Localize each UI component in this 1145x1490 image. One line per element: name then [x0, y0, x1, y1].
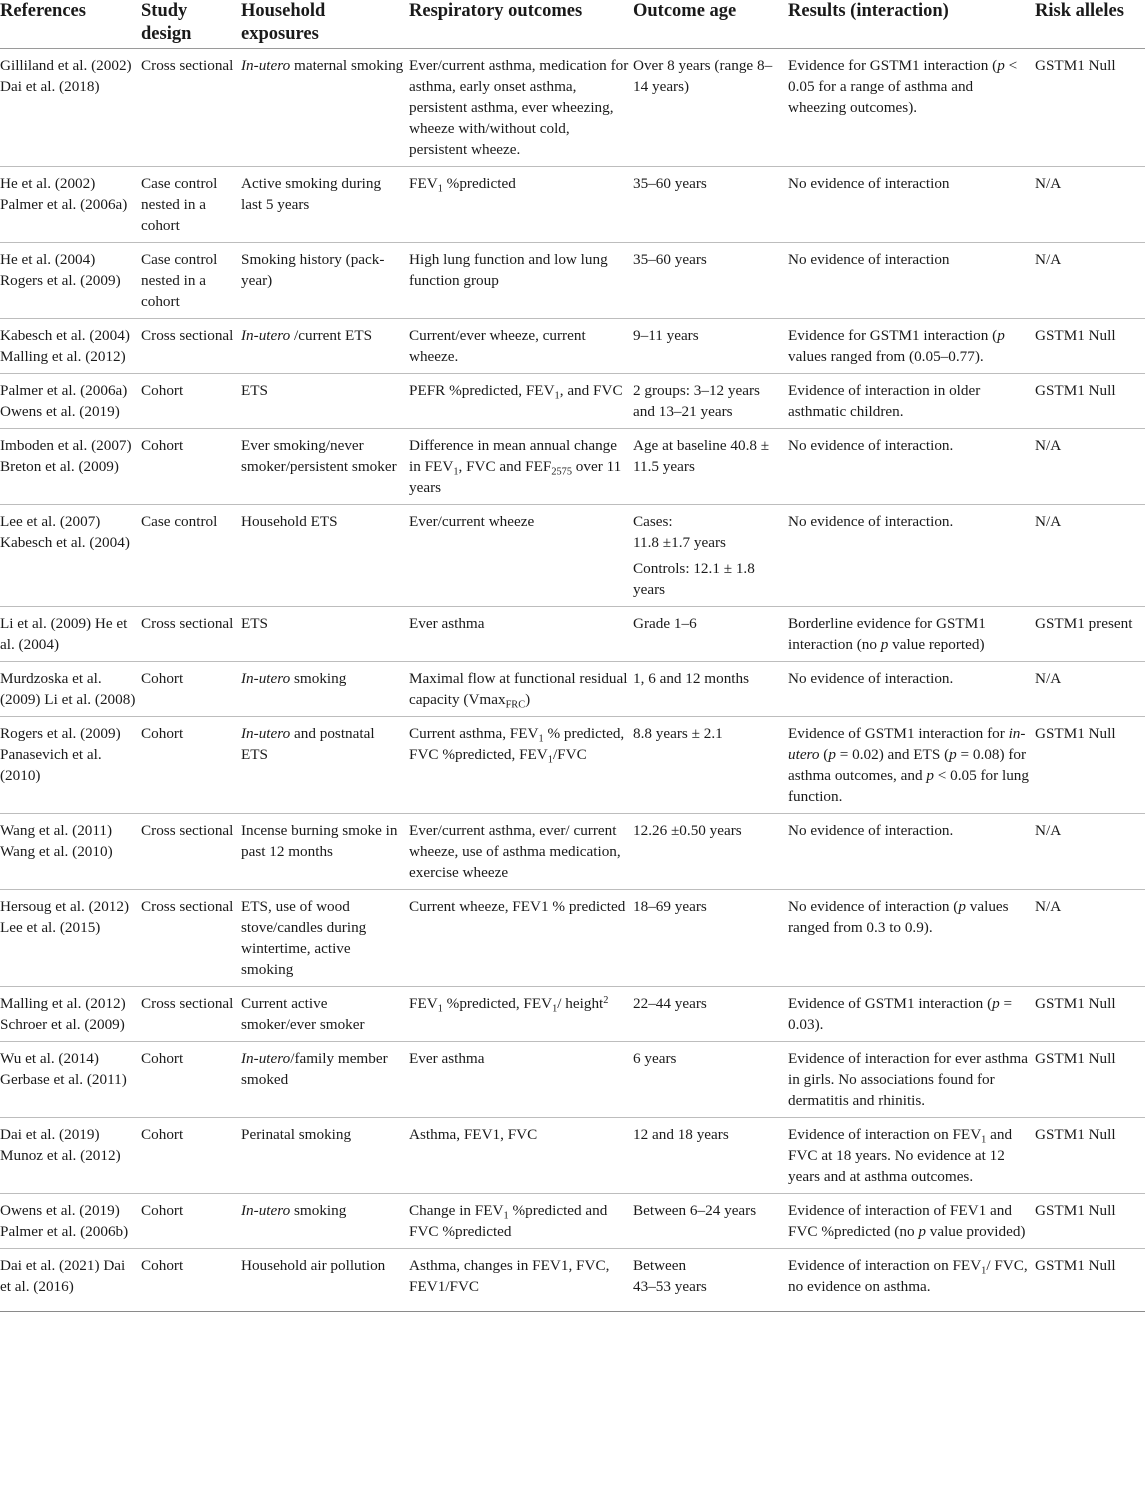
cell-study-design: Case control nested in a cohort — [138, 167, 238, 243]
cell-references: Dai et al. (2021) Dai et al. (2016) — [0, 1249, 138, 1312]
cell-outcome-age: 9–11 years — [630, 319, 785, 374]
cell-references: Dai et al. (2019) Munoz et al. (2012) — [0, 1118, 138, 1194]
cell-risk-alleles: N/A — [1032, 429, 1145, 505]
header-household-exposures: Household exposures — [238, 0, 404, 49]
table-row — [0, 319, 1145, 374]
cell-results: Evidence for GSTM1 interaction (p values ranged from (0.05–0.77). — [785, 319, 1032, 374]
cell-household-exposures: In-utero and postnatal ETS — [238, 717, 404, 814]
cell-references: Imboden et al. (2007) Breton et al. (2009) — [0, 429, 138, 505]
table-row — [0, 1194, 1145, 1249]
cell-study-design: Cohort — [138, 717, 238, 814]
table-row — [0, 814, 1145, 890]
cell-risk-alleles: GSTM1 Null — [1032, 374, 1145, 429]
table-row — [0, 1042, 1145, 1118]
cell-risk-alleles: N/A — [1032, 814, 1145, 890]
cell-references: Wu et al. (2014) Gerbase et al. (2011) — [0, 1042, 138, 1118]
table-header-row — [0, 0, 1145, 49]
cell-outcome-age: 12 and 18 years — [630, 1118, 785, 1194]
cell-outcome-age: 22–44 years — [630, 987, 785, 1042]
cell-results: Evidence of interaction of FEV1 and FVC %predicted (no p value provided) — [785, 1194, 1032, 1249]
cell-household-exposures: In-utero smoking — [238, 1194, 404, 1249]
cell-household-exposures: Incense burning smoke in past 12 months — [238, 814, 404, 890]
cell-study-design: Cohort — [138, 1194, 238, 1249]
cell-household-exposures: Current active smoker/ever smoker — [238, 987, 404, 1042]
cell-respiratory-outcomes: Ever asthma — [404, 1042, 630, 1118]
cell-household-exposures: ETS, use of wood stove/candles during wintertime, active smoking — [238, 890, 404, 987]
cell-study-design: Case control nested in a cohort — [138, 243, 238, 319]
cell-references: Li et al. (2009) He et al. (2004) — [0, 607, 138, 662]
cell-references: Gilliland et al. (2002) Dai et al. (2018) — [0, 49, 138, 167]
cell-risk-alleles: GSTM1 Null — [1032, 1042, 1145, 1118]
cell-risk-alleles: N/A — [1032, 167, 1145, 243]
cell-outcome-age: Grade 1–6 — [630, 607, 785, 662]
cell-outcome-age: 18–69 years — [630, 890, 785, 987]
cell-results: No evidence of interaction. — [785, 662, 1032, 717]
table-row — [0, 429, 1145, 505]
table-row — [0, 167, 1145, 243]
cell-respiratory-outcomes: Ever asthma — [404, 607, 630, 662]
cell-results: No evidence of interaction — [785, 243, 1032, 319]
cell-respiratory-outcomes: Current/ever wheeze, current wheeze. — [404, 319, 630, 374]
cell-study-design: Cross sectional — [138, 890, 238, 987]
cell-results: Evidence of interaction on $FEV_1$ and FVC at 18 years. No evidence at 12 years and at asthma outcomes. — [785, 1118, 1032, 1194]
cell-study-design: Cohort — [138, 1118, 238, 1194]
cell-risk-alleles: GSTM1 Null — [1032, 987, 1145, 1042]
table-row — [0, 717, 1145, 814]
cell-outcome-age: 35–60 years — [630, 243, 785, 319]
cell-risk-alleles: N/A — [1032, 662, 1145, 717]
cell-respiratory-outcomes: Ever/current asthma, medication for asthma, early onset asthma, persistent asthma, ever wheezing, wheeze with/without cold, persistent wheeze. — [404, 49, 630, 167]
header-results: Results (interaction) — [785, 0, 1032, 49]
table-row — [0, 505, 1145, 607]
cell-outcome-age: 35–60 years — [630, 167, 785, 243]
header-outcome-age: Outcome age — [630, 0, 785, 49]
table-row — [0, 1249, 1145, 1312]
cell-outcome-age: 12.26 ±0.50 years — [630, 814, 785, 890]
cell-household-exposures: In-utero smoking — [238, 662, 404, 717]
cell-outcome-age: 6 years — [630, 1042, 785, 1118]
cell-study-design: Cohort — [138, 1249, 238, 1312]
cell-results: Borderline evidence for GSTM1 interaction (no p value reported) — [785, 607, 1032, 662]
cell-household-exposures: In-utero/family member smoked — [238, 1042, 404, 1118]
cell-risk-alleles: GSTM1 present — [1032, 607, 1145, 662]
cell-results: Evidence for GSTM1 interaction (p < 0.05 for a range of asthma and wheezing outcomes). — [785, 49, 1032, 167]
cell-respiratory-outcomes: PEFR %predicted, $FEV_1$, and FVC — [404, 374, 630, 429]
cell-study-design: Cohort — [138, 1042, 238, 1118]
cell-results: No evidence of interaction. — [785, 814, 1032, 890]
cell-respiratory-outcomes: High lung function and low lung function group — [404, 243, 630, 319]
cell-respiratory-outcomes: $FEV_1$ %predicted, $FEV_1/$ height$^2$ — [404, 987, 630, 1042]
header-risk-alleles: Risk alleles — [1032, 0, 1145, 49]
cell-outcome-age: Between 6–24 years — [630, 1194, 785, 1249]
cell-study-design: Cross sectional — [138, 987, 238, 1042]
table-row — [0, 49, 1145, 167]
cell-risk-alleles: N/A — [1032, 243, 1145, 319]
cell-risk-alleles: GSTM1 Null — [1032, 1194, 1145, 1249]
cell-risk-alleles: N/A — [1032, 890, 1145, 987]
cell-risk-alleles: GSTM1 Null — [1032, 1249, 1145, 1312]
cell-respiratory-outcomes: Change in $FEV_1$ %predicted and FVC %predicted — [404, 1194, 630, 1249]
cell-outcome-age: 2 groups: 3–12 years and 13–21 years — [630, 374, 785, 429]
cell-household-exposures: Perinatal smoking — [238, 1118, 404, 1194]
cell-results: Evidence of interaction in older asthmatic children. — [785, 374, 1032, 429]
cell-results: Evidence of interaction on $FEV_1/$ FVC, no evidence on asthma. — [785, 1249, 1032, 1312]
cell-respiratory-outcomes: Difference in mean annual change in $FEV_1$, FVC and $FEF_{2575}$ over 11 years — [404, 429, 630, 505]
cell-household-exposures: In-utero maternal smoking — [238, 49, 404, 167]
cell-outcome-age: Age at baseline 40.8 ± 11.5 years — [630, 429, 785, 505]
cell-references: He et al. (2004) Rogers et al. (2009) — [0, 243, 138, 319]
cell-outcome-age: Between 43–53 years — [630, 1249, 785, 1312]
cell-results: No evidence of interaction. — [785, 429, 1032, 505]
cell-household-exposures: ETS — [238, 374, 404, 429]
cell-results: Evidence of GSTM1 interaction (p = 0.03). — [785, 987, 1032, 1042]
cell-references: Murdzoska et al. (2009) Li et al. (2008) — [0, 662, 138, 717]
table-row — [0, 607, 1145, 662]
header-respiratory-outcomes: Respiratory outcomes — [404, 0, 630, 49]
cell-respiratory-outcomes: Ever/current wheeze — [404, 505, 630, 607]
cell-study-design: Cross sectional — [138, 49, 238, 167]
cell-study-design: Cohort — [138, 374, 238, 429]
cell-references: Lee et al. (2007) Kabesch et al. (2004) — [0, 505, 138, 607]
table-row — [0, 374, 1145, 429]
header-references: References — [0, 0, 138, 49]
cell-household-exposures: Active smoking during last 5 years — [238, 167, 404, 243]
cell-outcome-age: 8.8 years ± 2.1 — [630, 717, 785, 814]
cell-household-exposures: In-utero /current ETS — [238, 319, 404, 374]
table-row — [0, 1118, 1145, 1194]
cell-respiratory-outcomes: Current asthma, $FEV_1$ % predicted, FVC %predicted, $FEV_1$/FVC — [404, 717, 630, 814]
cell-references: Owens et al. (2019) Palmer et al. (2006b) — [0, 1194, 138, 1249]
cell-study-design: Cohort — [138, 429, 238, 505]
cell-risk-alleles: N/A — [1032, 505, 1145, 607]
cell-outcome-age: Over 8 years (range 8–14 years) — [630, 49, 785, 167]
cell-references: Palmer et al. (2006a) Owens et al. (2019) — [0, 374, 138, 429]
header-study-design: Study design — [138, 0, 238, 49]
cell-study-design: Cohort — [138, 662, 238, 717]
cell-risk-alleles: GSTM1 Null — [1032, 717, 1145, 814]
cell-outcome-age: Cases: 11.8 ±1.7 years Controls: 12.1 ± 1.8 years — [630, 505, 785, 607]
cell-outcome-age: 1, 6 and 12 months — [630, 662, 785, 717]
cell-results: Evidence of GSTM1 interaction for in-utero (p = 0.02) and ETS (p = 0.08) for asthma outcomes, and p < 0.05 for lung function. — [785, 717, 1032, 814]
table-row — [0, 987, 1145, 1042]
cell-references: Malling et al. (2012) Schroer et al. (2009) — [0, 987, 138, 1042]
cell-study-design: Case control — [138, 505, 238, 607]
cell-respiratory-outcomes: Current wheeze, FEV1 % predicted — [404, 890, 630, 987]
table-row — [0, 890, 1145, 987]
table-row — [0, 662, 1145, 717]
cell-household-exposures: Household ETS — [238, 505, 404, 607]
cell-results: No evidence of interaction. — [785, 505, 1032, 607]
cell-respiratory-outcomes: Asthma, FEV1, FVC — [404, 1118, 630, 1194]
cell-results: No evidence of interaction (p values ranged from 0.3 to 0.9). — [785, 890, 1032, 987]
cell-results: No evidence of interaction — [785, 167, 1032, 243]
cell-risk-alleles: GSTM1 Null — [1032, 319, 1145, 374]
cell-references: Kabesch et al. (2004) Malling et al. (2012) — [0, 319, 138, 374]
cell-respiratory-outcomes: Asthma, changes in FEV1, FVC, FEV1/FVC — [404, 1249, 630, 1312]
cell-risk-alleles: GSTM1 Null — [1032, 1118, 1145, 1194]
cell-household-exposures: ETS — [238, 607, 404, 662]
table-body — [0, 49, 1145, 1312]
cell-respiratory-outcomes: Maximal flow at functional residual capacity (Vmax$_{FRC}$) — [404, 662, 630, 717]
cell-results: Evidence of interaction for ever asthma in girls. No associations found for dermatitis and rhinitis. — [785, 1042, 1032, 1118]
cell-references: Wang et al. (2011) Wang et al. (2010) — [0, 814, 138, 890]
cell-household-exposures: Ever smoking/never smoker/persistent smoker — [238, 429, 404, 505]
cell-references: Rogers et al. (2009) Panasevich et al. (2010) — [0, 717, 138, 814]
cell-references: Hersoug et al. (2012) Lee et al. (2015) — [0, 890, 138, 987]
cell-household-exposures: Smoking history (pack-year) — [238, 243, 404, 319]
cell-household-exposures: Household air pollution — [238, 1249, 404, 1312]
cell-study-design: Cross sectional — [138, 814, 238, 890]
cell-respiratory-outcomes: $FEV_1$ %predicted — [404, 167, 630, 243]
cell-risk-alleles: GSTM1 Null — [1032, 49, 1145, 167]
cell-respiratory-outcomes: Ever/current asthma, ever/ current wheeze, use of asthma medication, exercise wheeze — [404, 814, 630, 890]
cell-references: He et al. (2002) Palmer et al. (2006a) — [0, 167, 138, 243]
table-row — [0, 243, 1145, 319]
cell-study-design: Cross sectional — [138, 607, 238, 662]
cell-study-design: Cross sectional — [138, 319, 238, 374]
